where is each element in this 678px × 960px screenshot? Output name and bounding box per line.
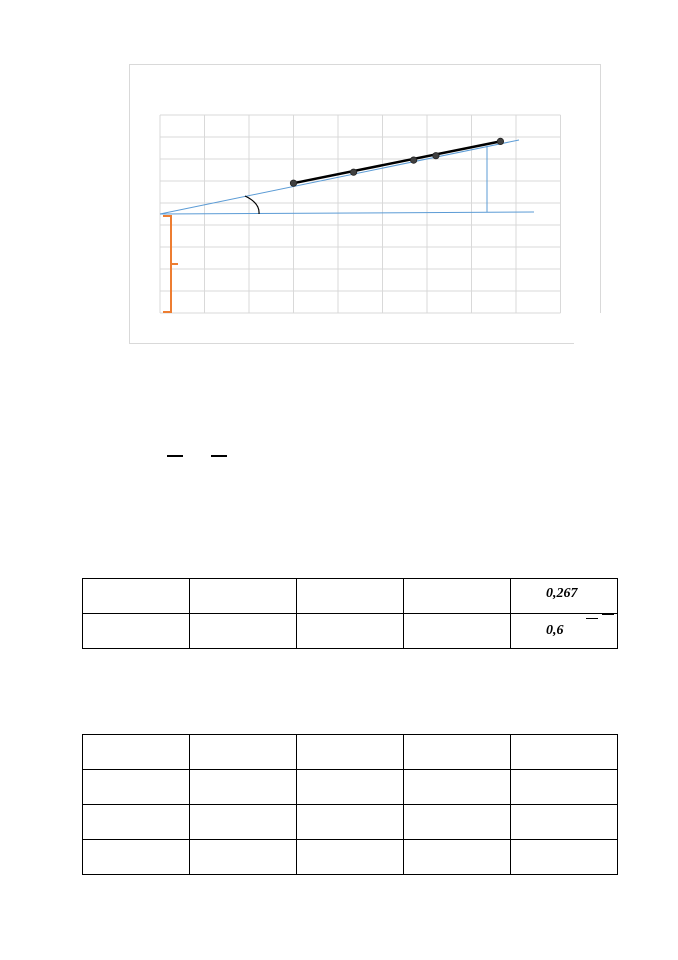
table-row bbox=[83, 579, 618, 614]
table-row bbox=[83, 614, 618, 649]
table-cell bbox=[83, 770, 190, 805]
table-cell bbox=[297, 579, 404, 614]
table-cell bbox=[190, 770, 297, 805]
table-cell bbox=[404, 805, 511, 840]
table-cell bbox=[190, 840, 297, 875]
table-cell bbox=[297, 805, 404, 840]
angle-arc bbox=[245, 196, 259, 214]
table-cell bbox=[83, 614, 190, 649]
table-cell bbox=[404, 614, 511, 649]
intercept-brace bbox=[163, 216, 178, 312]
table-cell bbox=[297, 770, 404, 805]
table-cell-value: 0,6 bbox=[546, 623, 564, 638]
data-point bbox=[410, 157, 416, 163]
table-cell bbox=[83, 805, 190, 840]
blank-table bbox=[82, 734, 618, 875]
table-cell bbox=[297, 735, 404, 770]
data-point bbox=[497, 138, 503, 144]
table-cell bbox=[190, 735, 297, 770]
table-cell-value: 0,267 bbox=[546, 586, 578, 601]
fit-line bbox=[294, 141, 501, 183]
table-row bbox=[83, 735, 618, 770]
formula-fraction-bar bbox=[211, 455, 227, 457]
table-row bbox=[83, 840, 618, 875]
chart-plot bbox=[0, 0, 678, 400]
table-cell bbox=[404, 840, 511, 875]
baseline-line bbox=[160, 212, 534, 214]
data-point bbox=[350, 169, 356, 175]
table-cell bbox=[511, 579, 618, 614]
table-cell bbox=[83, 840, 190, 875]
formula-fraction-bar bbox=[167, 455, 183, 457]
fraction-bar bbox=[586, 618, 598, 619]
table-cell bbox=[511, 805, 618, 840]
table-cell bbox=[297, 614, 404, 649]
table-cell bbox=[511, 770, 618, 805]
table-row bbox=[83, 805, 618, 840]
table-cell bbox=[83, 735, 190, 770]
fit-line-layer bbox=[294, 141, 501, 183]
table-cell bbox=[190, 614, 297, 649]
table-cell bbox=[511, 614, 618, 649]
table-cell bbox=[297, 840, 404, 875]
table-cell bbox=[511, 735, 618, 770]
table-row bbox=[83, 770, 618, 805]
table-cell bbox=[190, 805, 297, 840]
table-cell bbox=[404, 735, 511, 770]
data-point bbox=[290, 180, 296, 186]
table-cell bbox=[404, 579, 511, 614]
table-cell bbox=[404, 770, 511, 805]
table-cell bbox=[190, 579, 297, 614]
construction-lines bbox=[160, 140, 534, 312]
table-cell bbox=[83, 579, 190, 614]
table-cell bbox=[511, 840, 618, 875]
data-point bbox=[433, 153, 439, 159]
fraction-bar bbox=[602, 614, 614, 615]
results-table bbox=[82, 578, 618, 649]
